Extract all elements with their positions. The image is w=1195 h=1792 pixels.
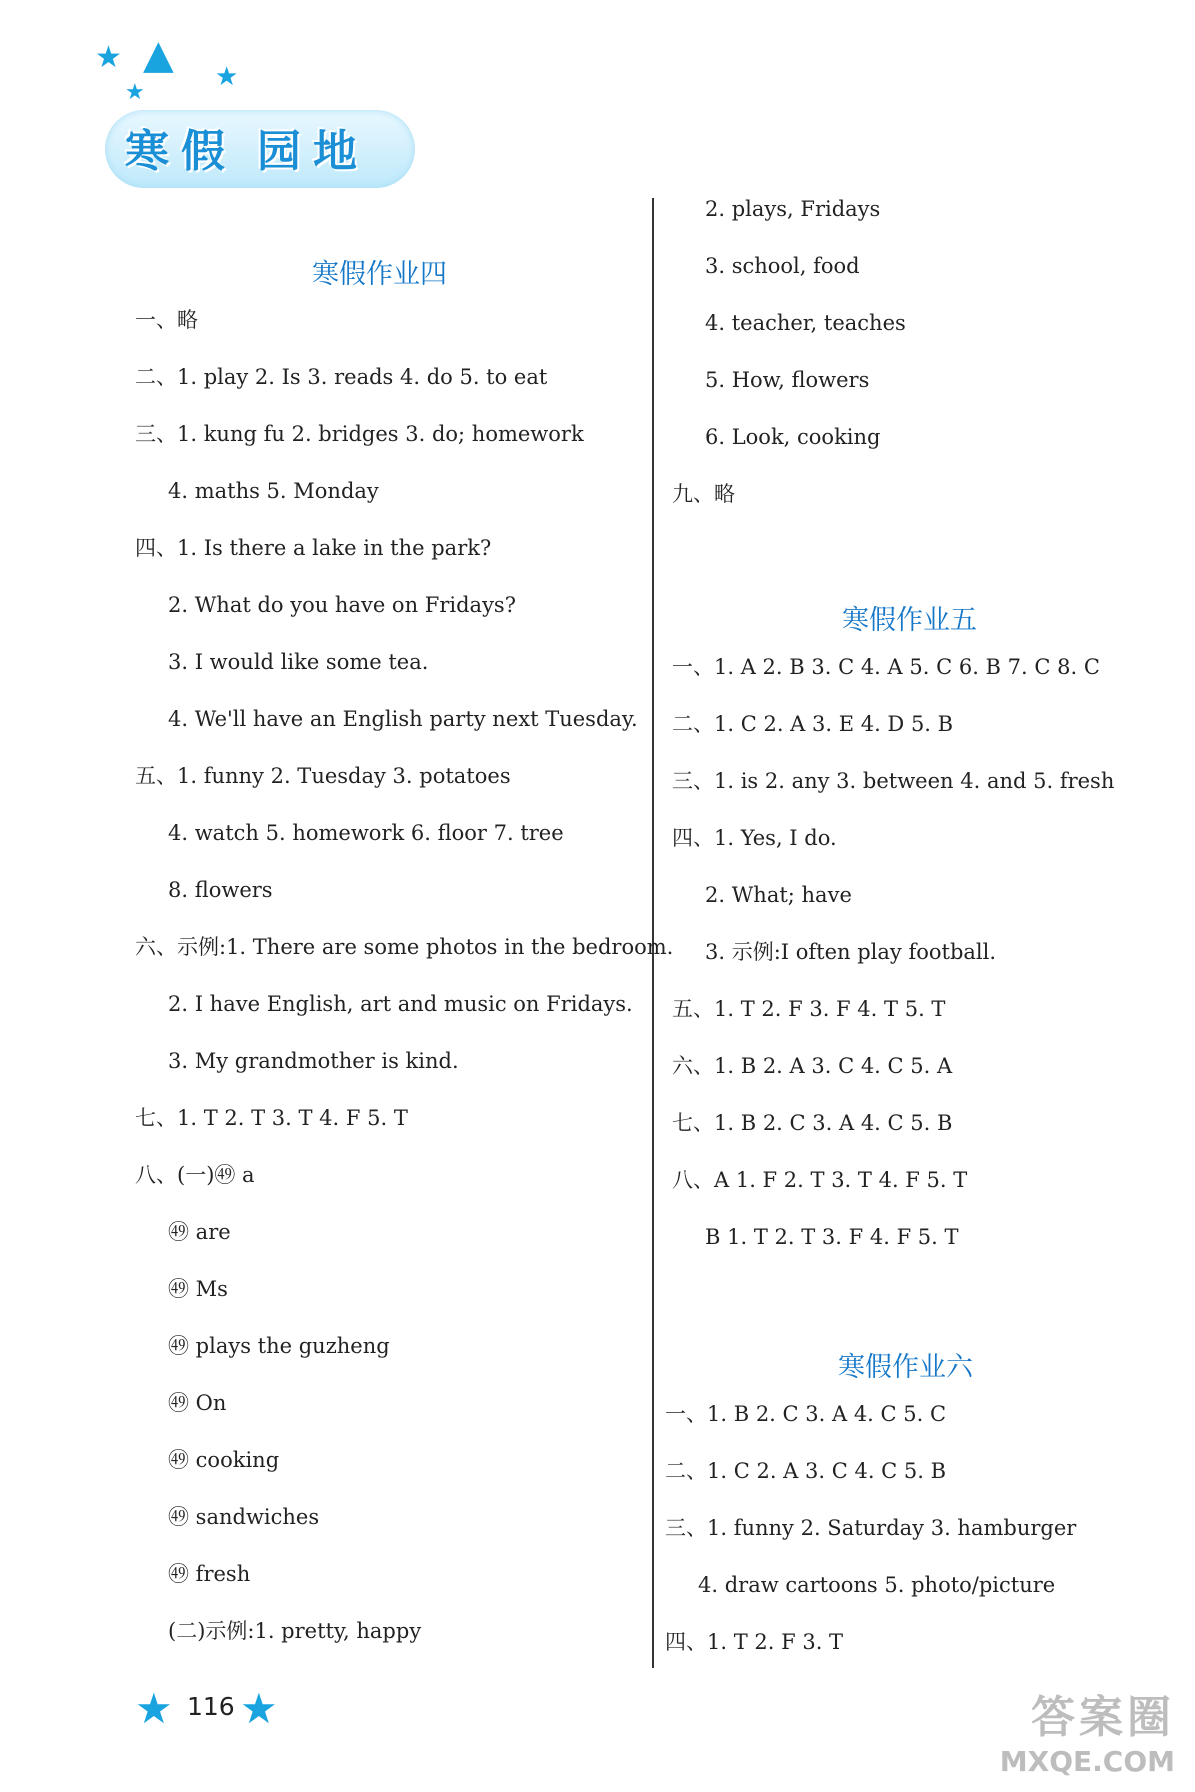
answer-line: 一、1. B 2. C 3. A 4. C 5. C (665, 1402, 947, 1426)
answer-line: ㊾ plays the guzheng (168, 1334, 390, 1358)
header-logo (95, 32, 425, 190)
answer-line: 九、略 (672, 482, 735, 506)
answer-line: 五、1. funny 2. Tuesday 3. potatoes (135, 764, 511, 788)
answer-line: 4. We'll have an English party next Tuesday. (168, 707, 638, 731)
star-icon: ★ (125, 80, 145, 105)
answer-line: 四、1. T 2. F 3. T (665, 1630, 844, 1654)
answer-line: ㊾ Ms (168, 1277, 228, 1301)
answer-line: (二)示例:1. pretty, happy (168, 1619, 422, 1643)
answer-line: 3. school, food (705, 254, 860, 278)
answer-line: ㊾ are (168, 1220, 231, 1244)
answer-line: 6. Look, cooking (705, 425, 881, 449)
star-icon: ★ (135, 1684, 173, 1733)
star-icon: ★ (215, 62, 239, 92)
watermark-url: MXQE.COM (999, 1745, 1175, 1778)
logo-char: 地 (313, 126, 369, 177)
answer-line: 六、示例:1. There are some photos in the bedroom. (135, 935, 674, 959)
logo-title (125, 115, 369, 179)
answer-line: 2. What do you have on Fridays? (168, 593, 516, 617)
star-icon: ★ (95, 40, 122, 75)
star-icon: ▲ (143, 32, 174, 78)
answer-line: ㊾ fresh (168, 1562, 251, 1586)
answer-line: 3. My grandmother is kind. (168, 1049, 459, 1073)
answer-line: 六、1. B 2. A 3. C 4. C 5. A (672, 1054, 953, 1078)
answer-line: ㊾ sandwiches (168, 1505, 320, 1529)
answer-line: 二、1. play 2. Is 3. reads 4. do 5. to eat (135, 365, 548, 389)
answer-line: 三、1. is 2. any 3. between 4. and 5. fresh (672, 769, 1115, 793)
logo-char: 园 (257, 126, 313, 177)
answer-line: 三、1. funny 2. Saturday 3. hamburger (665, 1516, 1077, 1540)
answer-line: 4. maths 5. Monday (168, 479, 379, 503)
answer-line: 三、1. kung fu 2. bridges 3. do; homework (135, 422, 584, 446)
answer-line: 8. flowers (168, 878, 273, 902)
section-title: 寒假作业四 (312, 259, 447, 290)
answer-line: 七、1. B 2. C 3. A 4. C 5. B (672, 1111, 953, 1135)
section-title: 寒假作业六 (838, 1352, 973, 1383)
answer-line: B 1. T 2. T 3. F 4. F 5. T (705, 1225, 959, 1249)
answer-line: 2. What; have (705, 883, 852, 907)
answer-line: 七、1. T 2. T 3. T 4. F 5. T (135, 1106, 408, 1130)
logo-char: 假 (181, 126, 237, 177)
answer-line: 2. plays, Fridays (705, 197, 881, 221)
answer-line: 四、1. Yes, I do. (672, 826, 837, 850)
answer-line: 3. I would like some tea. (168, 650, 429, 674)
watermark-brand: 答案圈 (1031, 1692, 1175, 1743)
logo-char: 寒 (125, 126, 181, 177)
star-icon: ★ (240, 1684, 278, 1733)
answer-line: 五、1. T 2. F 3. F 4. T 5. T (672, 997, 946, 1021)
answer-line: 4. watch 5. homework 6. floor 7. tree (168, 821, 564, 845)
answer-line: 4. teacher, teaches (705, 311, 906, 335)
answer-line: 二、1. C 2. A 3. E 4. D 5. B (672, 712, 954, 736)
answer-line: 八、(一)㊾ a (135, 1163, 255, 1187)
answer-line: 一、略 (135, 308, 198, 332)
answer-line: 四、1. Is there a lake in the park? (135, 536, 492, 560)
answer-line: 3. 示例:I often play football. (705, 940, 997, 964)
answer-line: 2. I have English, art and music on Fridays. (168, 992, 633, 1016)
answer-line: ㊾ On (168, 1391, 227, 1415)
watermark (1000, 1681, 1175, 1778)
answer-line: 二、1. C 2. A 3. C 4. C 5. B (665, 1459, 947, 1483)
answer-line: 八、A 1. F 2. T 3. T 4. F 5. T (672, 1168, 968, 1192)
answer-line: ㊾ cooking (168, 1448, 280, 1472)
answer-line: 一、1. A 2. B 3. C 4. A 5. C 6. B 7. C 8. C (672, 655, 1100, 679)
answer-line: 5. How, flowers (705, 368, 870, 392)
answer-line: 4. draw cartoons 5. photo/picture (698, 1573, 1056, 1597)
section-title: 寒假作业五 (842, 605, 977, 636)
page-number: 116 (187, 1692, 235, 1721)
